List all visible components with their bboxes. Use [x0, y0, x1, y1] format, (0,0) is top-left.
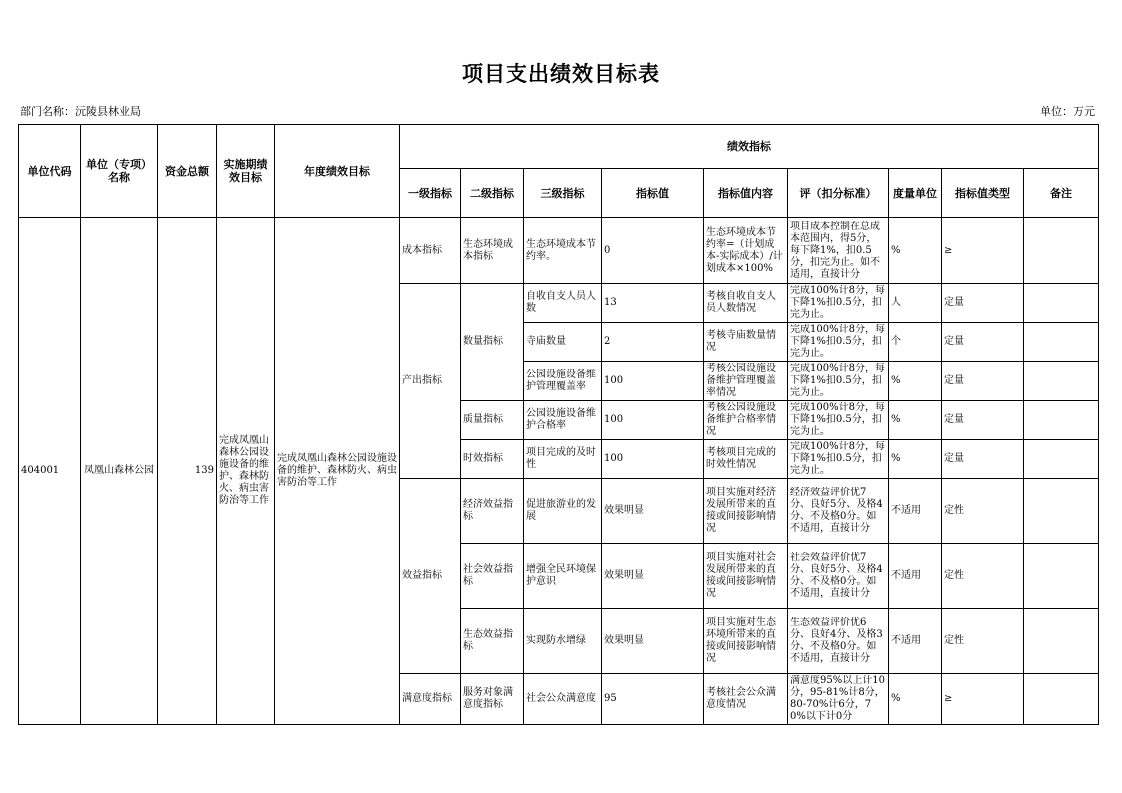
header-total-funds: 资金总额 [158, 125, 217, 218]
unit-cell: 不适用 [889, 479, 942, 544]
header-level3: 三级指标 [524, 169, 602, 218]
scoring-cell: 经济效益评价优7分、良好5分、及格4分、不及格0分。如不适用，直接计分 [790, 487, 883, 534]
unit-cell: % [889, 440, 942, 479]
header-level1: 一级指标 [400, 169, 461, 218]
total-funds-cell: 139 [158, 218, 217, 725]
header-value-type: 指标值类型 [942, 169, 1024, 218]
remark-cell [1024, 440, 1099, 479]
header-unit-code: 单位代码 [19, 125, 81, 218]
level2-service: 服务对象满意度指标 [461, 674, 524, 725]
level3-cell: 公园设施设备维护合格率 [524, 401, 602, 440]
level2-quality: 质量指标 [461, 401, 524, 440]
type-cell: 定性 [942, 544, 1024, 609]
department-label: 部门名称：沅陵县林业局 [20, 105, 141, 118]
remark-cell [1024, 362, 1099, 401]
remark-cell [1024, 218, 1099, 284]
header-unit-name: 单位（专项）名称 [81, 125, 158, 218]
content-cell: 项目实施对生态环境所带来的直接或间接影响情况 [704, 609, 788, 674]
level2-quantity: 数量指标 [461, 284, 524, 401]
scoring-cell: 完成100%计8分，每下降1%扣0.5分，扣完为止。 [790, 402, 885, 437]
level3-cell: 促进旅游业的发展 [524, 479, 602, 544]
header-level2: 二级指标 [461, 169, 524, 218]
value-cell: 效果明显 [602, 609, 704, 674]
header-performance: 绩效指标 [400, 125, 1099, 169]
unit-cell: 人 [889, 284, 942, 323]
header-remark: 备注 [1024, 169, 1099, 218]
content-cell: 考核社会公众满意度情况 [704, 674, 788, 725]
unit-name-cell: 凤凰山森林公园 [81, 218, 158, 725]
level2-timeliness: 时效指标 [461, 440, 524, 479]
unit-code-cell: 404001 [19, 218, 81, 725]
level3-cell: 增强全民环境保护意识 [524, 544, 602, 609]
remark-cell [1024, 401, 1099, 440]
level3-cell: 寺庙数量 [524, 323, 602, 362]
scoring-cell: 完成100%计8分，每下降1%扣0.5分，扣完为止。 [790, 324, 885, 359]
value-cell: 2 [602, 323, 704, 362]
header-scoring: 评（扣分标准） [788, 169, 889, 218]
level2-eco-cost: 生态环境成本指标 [461, 218, 524, 284]
header-measure-unit: 度量单位 [889, 169, 942, 218]
unit-cell: 个 [889, 323, 942, 362]
type-cell: ≥ [942, 674, 1024, 725]
header-period-goal: 实施期绩效目标 [217, 125, 275, 218]
level3-cell: 项目完成的及时性 [524, 440, 602, 479]
level3-cell: 自收自支人员人数 [524, 284, 602, 323]
period-goal-cell: 完成凤凰山森林公园设施设备的维护、森林防火、病虫害防治等工作 [217, 218, 275, 725]
type-cell: 定量 [942, 323, 1024, 362]
scoring-cell: 生态效益评价优6分、良好4分、及格3分、不及格0分。如不适用，直接计分 [790, 617, 883, 664]
remark-cell [1024, 479, 1099, 544]
scoring-cell: 项目成本控制在总成本范围内，得5分，每下降1%，扣0.5分，扣完为止。如不适用，直接计分 [790, 220, 880, 280]
scoring-cell: 完成100%计8分，每下降1%扣0.5分，扣完为止。 [790, 285, 885, 320]
content-cell: 项目实施对社会发展所带来的直接或间接影响情况 [704, 544, 788, 609]
page-title: 项目支出绩效目标表 [462, 62, 660, 86]
scoring-cell: 满意度95%以上计10分，95-81%计8分，80-70%计6分，70%以下计0分 [790, 675, 885, 722]
remark-cell [1024, 609, 1099, 674]
value-cell: 效果明显 [602, 544, 704, 609]
level2-social: 社会效益指标 [461, 544, 524, 609]
content-cell: 生态环境成本节约率=（计划成本-实际成本）/计划成本×100% [704, 218, 788, 284]
level2-economic: 经济效益指标 [461, 479, 524, 544]
unit-cell: % [889, 401, 942, 440]
type-cell: ≥ [942, 218, 1024, 284]
content-cell: 考核公园设施设备维护管理覆盖率情况 [706, 363, 776, 398]
unit-cell: 不适用 [889, 609, 942, 674]
type-cell: 定性 [942, 609, 1024, 674]
content-cell: 考核项目完成的时效性情况 [704, 440, 788, 479]
unit-cell: % [889, 218, 942, 284]
unit-cell: % [889, 362, 942, 401]
value-cell: 0 [602, 218, 704, 284]
content-cell: 考核寺庙数量情况 [704, 323, 788, 362]
value-cell: 13 [602, 284, 704, 323]
level1-satisfaction: 满意度指标 [400, 674, 461, 725]
header-indicator-value: 指标值 [602, 169, 704, 218]
scoring-cell: 完成100%计8分，每下降1%扣0.5分，扣完为止。 [790, 441, 885, 476]
type-cell: 定量 [942, 401, 1024, 440]
annual-goal-cell: 完成凤凰山森林公园设施设备的维护、森林防火、病虫害防治等工作 [275, 218, 400, 725]
value-cell: 100 [602, 401, 704, 440]
content-cell: 考核公园设施设备维护合格率情况 [706, 402, 776, 437]
value-cell: 100 [602, 440, 704, 479]
level3-cell: 实现防水增绿 [524, 609, 602, 674]
unit-cell: 不适用 [889, 544, 942, 609]
type-cell: 定量 [942, 440, 1024, 479]
remark-cell [1024, 674, 1099, 725]
header-value-content: 指标值内容 [704, 169, 788, 218]
level1-benefit: 效益指标 [400, 479, 461, 674]
level3-cell: 社会公众满意度 [524, 674, 602, 725]
level1-cost: 成本指标 [400, 218, 461, 284]
value-cell: 95 [602, 674, 704, 725]
performance-table [18, 124, 1099, 725]
value-cell: 效果明显 [602, 479, 704, 544]
remark-cell [1024, 323, 1099, 362]
type-cell: 定量 [942, 362, 1024, 401]
level2-ecological: 生态效益指标 [461, 609, 524, 674]
remark-cell [1024, 284, 1099, 323]
level1-output: 产出指标 [400, 284, 461, 479]
value-cell: 100 [602, 362, 704, 401]
unit-cell: % [889, 674, 942, 725]
header-annual-goal: 年度绩效目标 [275, 125, 400, 218]
unit-label: 单位：万元 [1040, 105, 1095, 118]
content-cell: 考核自收自支人员人数情况 [704, 284, 788, 323]
scoring-cell: 社会效益评价优7分、良好5分、及格4分、不及格0分。如不适用，直接计分 [790, 552, 883, 599]
table-row [19, 218, 1099, 284]
level3-cell: 生态环境成本节约率。 [524, 218, 602, 284]
scoring-cell: 完成100%计8分，每下降1%扣0.5分，扣完为止。 [790, 363, 885, 398]
content-cell: 项目实施对经济发展所带来的直接或间接影响情况 [704, 479, 788, 544]
type-cell: 定量 [942, 284, 1024, 323]
remark-cell [1024, 544, 1099, 609]
type-cell: 定性 [942, 479, 1024, 544]
level3-cell: 公园设施设备维护管理覆盖率 [526, 369, 596, 392]
